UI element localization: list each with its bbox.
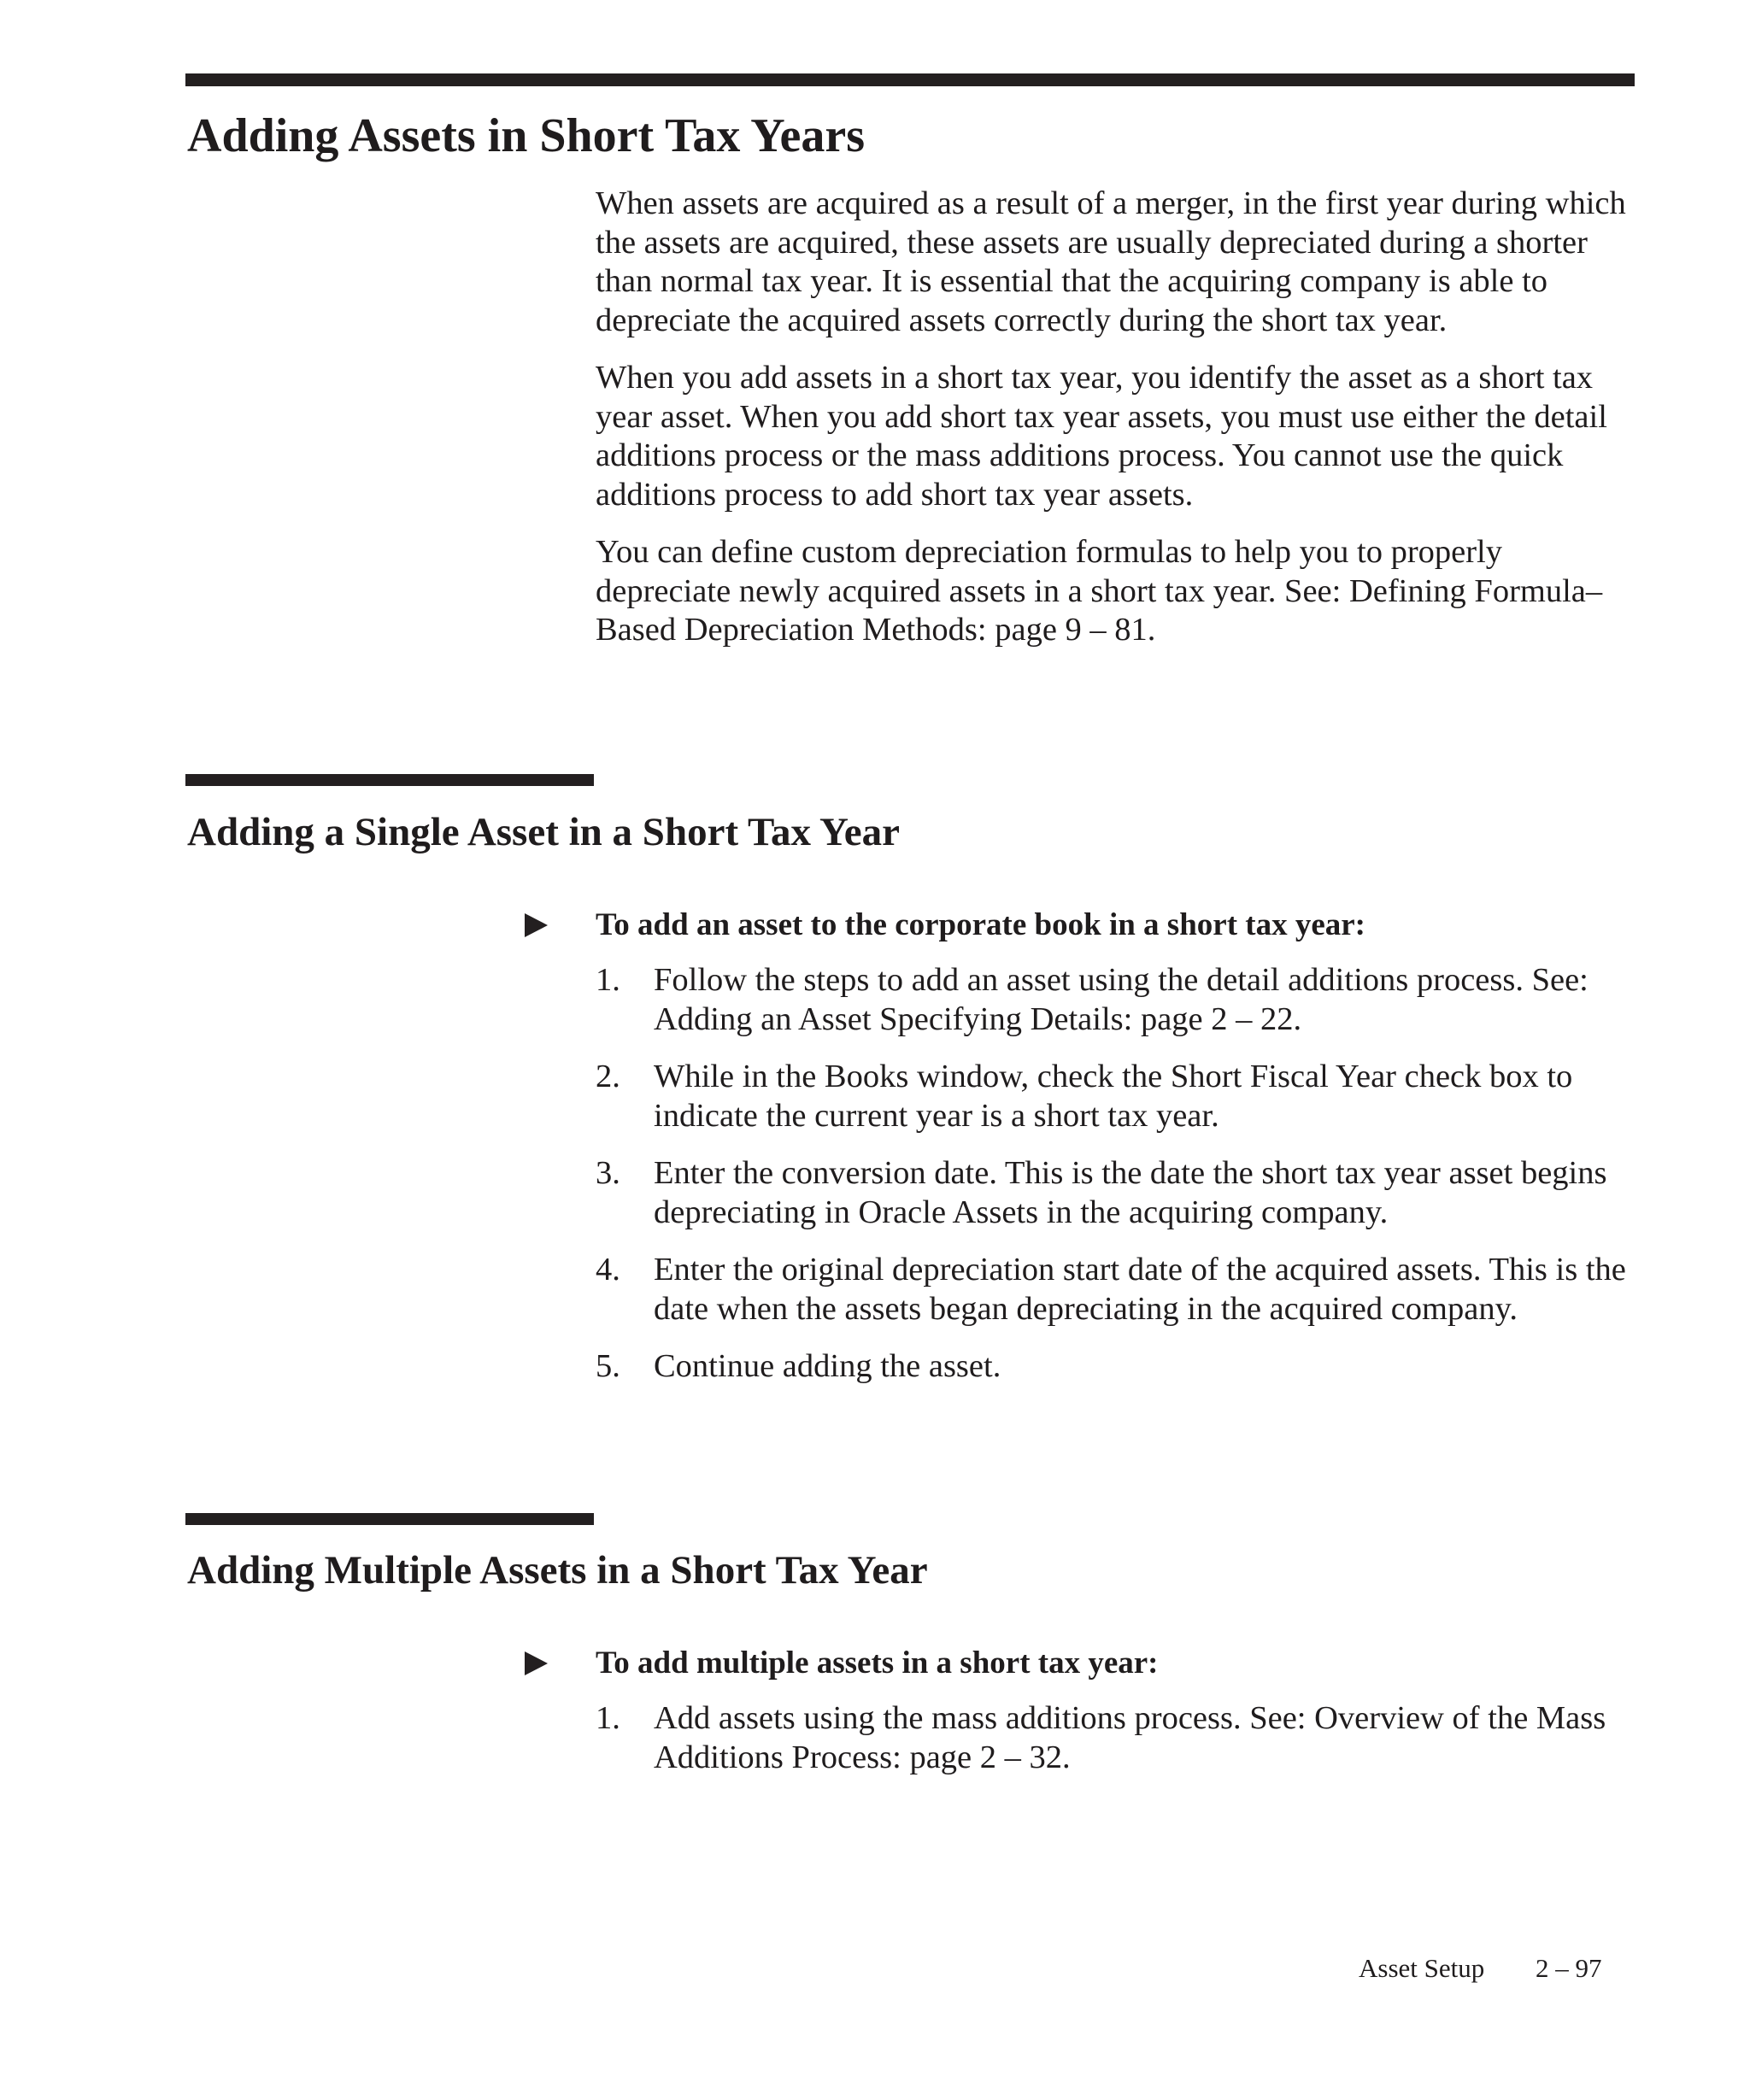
step-item — [523, 1699, 1638, 1777]
step-number: 1. — [596, 1700, 620, 1736]
step-item — [523, 1347, 1638, 1387]
step-number: 1. — [596, 962, 620, 998]
step-list — [523, 1699, 1638, 1777]
procedure-title: To add multiple assets in a short tax year: — [596, 1645, 1159, 1681]
intro-paragraph: When you add assets in a short tax year, you identify the asset as a short tax year asset. When you add short tax year assets, you must use either the detail additions process or the mass additions process. You cannot use the quick additions process to add short tax year assets. — [596, 360, 1607, 513]
step-item — [523, 961, 1638, 1039]
step-number: 2. — [596, 1059, 620, 1094]
top-rule — [185, 73, 1635, 86]
intro-paragraph: You can define custom depreciation formulas to help you to properly depreciate newly acquired assets in a short tax year. See: Defining Formula–Based Depreciation Methods: page 9 – 81. — [596, 534, 1603, 648]
procedure-heading — [523, 903, 1638, 947]
section-title-multiple: Adding Multiple Assets in a Short Tax Year — [187, 1548, 928, 1593]
step-text: Add assets using the mass additions process. See: Overview of the Mass Additions Process: page 2 – 32. — [654, 1700, 1606, 1775]
page-footer — [1359, 1951, 1602, 1986]
procedure-single — [523, 903, 1638, 1405]
procedure-title: To add an asset to the corporate book in a short tax year: — [596, 907, 1366, 942]
footer-chapter: Asset Setup — [1359, 1953, 1485, 1983]
step-number: 5. — [596, 1348, 620, 1384]
section-rule-single — [185, 774, 594, 786]
step-item — [523, 1154, 1638, 1232]
procedure-heading — [523, 1641, 1638, 1686]
step-text: While in the Books window, check the Short Fiscal Year check box to indicate the current year is a short tax year. — [654, 1059, 1573, 1134]
right-triangle-icon — [525, 913, 548, 937]
footer-page-number: 2 – 97 — [1536, 1953, 1602, 1983]
right-triangle-icon — [525, 1651, 548, 1675]
step-item — [523, 1251, 1638, 1329]
step-text: Follow the steps to add an asset using the detail additions process. See: Adding an Asset Specifying Details: page 2 – 22. — [654, 962, 1589, 1037]
step-number: 4. — [596, 1252, 620, 1288]
step-text: Continue adding the asset. — [654, 1348, 1001, 1384]
procedure-multiple — [523, 1641, 1638, 1796]
step-list — [523, 961, 1638, 1387]
step-text: Enter the original depreciation start date of the acquired assets. This is the date when the assets began depreciating in the acquired company. — [654, 1252, 1626, 1327]
step-item — [523, 1058, 1638, 1135]
step-text: Enter the conversion date. This is the date the short tax year asset begins depreciating in Oracle Assets in the acquiring company. — [654, 1155, 1607, 1230]
intro-body — [596, 185, 1638, 669]
page-title: Adding Assets in Short Tax Years — [187, 109, 866, 162]
section-title-single: Adding a Single Asset in a Short Tax Year — [187, 810, 900, 854]
step-number: 3. — [596, 1155, 620, 1191]
section-rule-multiple — [185, 1513, 594, 1525]
intro-paragraph: When assets are acquired as a result of a merger, in the first year during which the assets are acquired, these assets are usually depreciated during a shorter than normal tax year. It is essential that the acquiring company is able to depreciate the acquired assets correctly during the short tax year. — [596, 185, 1626, 338]
